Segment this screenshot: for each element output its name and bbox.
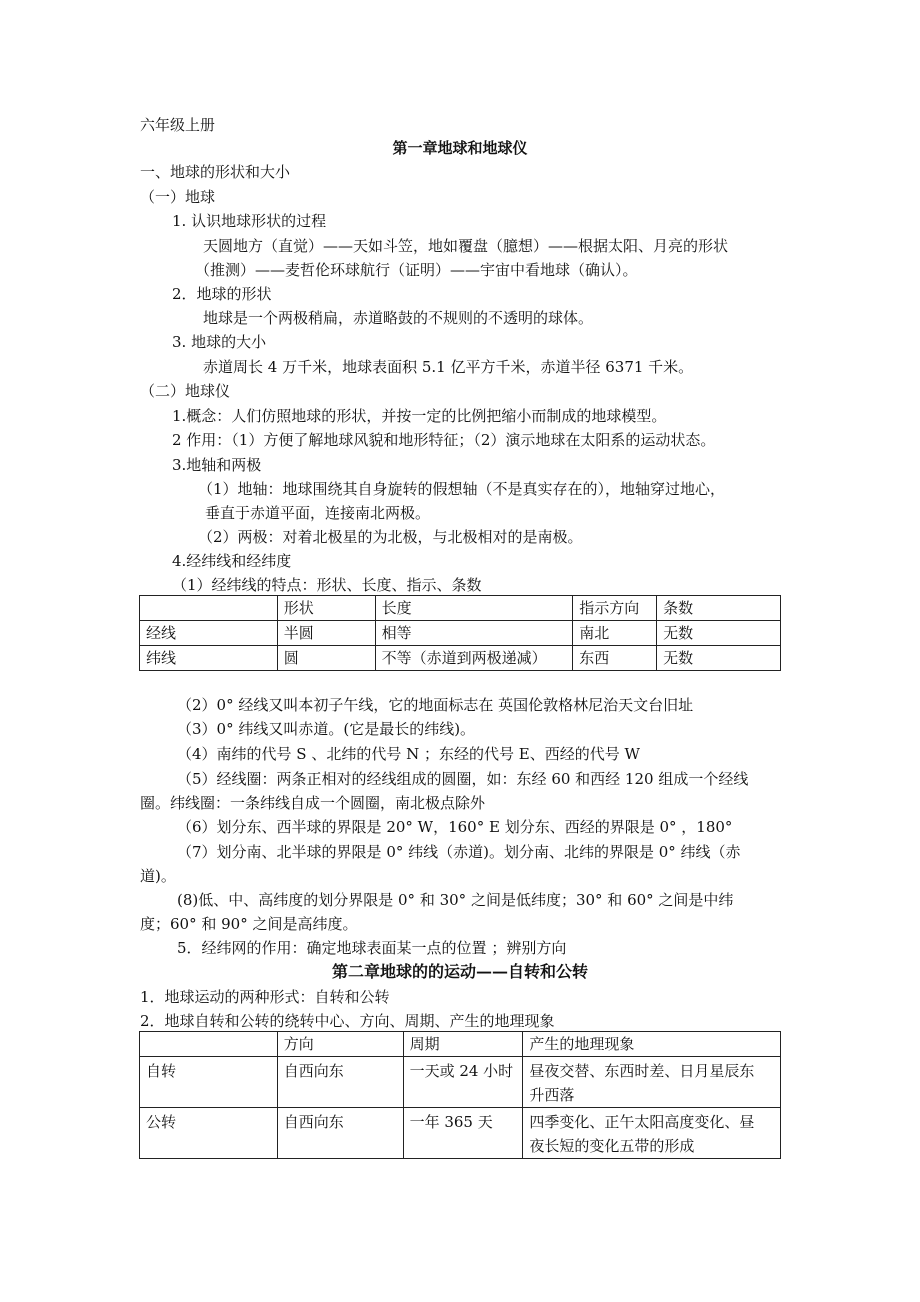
- table-header-cell: [140, 596, 278, 621]
- table-cell: 纬线: [140, 646, 278, 671]
- item2-text: 地球是一个两极稍扁，赤道略鼓的不规则的不透明的球体。: [203, 309, 594, 327]
- table-row: [140, 1057, 781, 1108]
- chapter2-line2: 2．地球自转和公转的绕转中心、方向、周期、产生的地理现象: [140, 1012, 555, 1030]
- note-hemisphere-ew: （6）划分东、西半球的界限是 20° W，160° E 划分东、西经的界限是 0° ，180°: [177, 818, 733, 836]
- table-cell: 一年 365 天: [403, 1108, 523, 1159]
- item1-title: 1. 认识地球形状的过程: [172, 212, 327, 230]
- table-header-cell: 产生的地理现象: [523, 1032, 781, 1057]
- poles-text: （2）两极：对着北极星的为北极，与北极相对的是南极。: [198, 528, 583, 546]
- item5-grid-function: 5．经纬网的作用：确定地球表面某一点的位置 ；辨别方向: [177, 939, 567, 957]
- table-cell: 自转: [140, 1057, 278, 1108]
- note-latitude-zones-line1: (8)低、中、高纬度的划分界限是 0° 和 30° 之间是低纬度；30° 和 60° 之间是中纬: [177, 891, 734, 909]
- table-cell: 南北: [573, 621, 657, 646]
- chapter2-title: 第二章地球的的运动——自转和公转: [331, 962, 588, 981]
- table-cell: 不等（赤道到两极递减）: [375, 646, 573, 671]
- table-row: [140, 646, 781, 671]
- table-cell: 相等: [375, 621, 573, 646]
- latlon-table: [139, 595, 781, 671]
- table-cell: 半圆: [277, 621, 375, 646]
- table-header-cell: [140, 1032, 278, 1057]
- axis-text-line2: 垂直于赤道平面，连接南北两极。: [205, 504, 431, 522]
- table-header-cell: 条数: [657, 596, 781, 621]
- motion-table: [139, 1031, 781, 1159]
- globe-concept: 1.概念：人们仿照地球的形状，并按一定的比例把缩小而制成的地球模型。: [172, 407, 667, 425]
- item1-text-line1: 天圆地方（直觉）——天如斗笠，地如覆盘（臆想）——根据太阳、月亮的形状: [203, 237, 729, 255]
- table-cell: 公转: [140, 1108, 278, 1159]
- axis-text-line1: （1）地轴：地球围绕其自身旋转的假想轴（不是真实存在的），地轴穿过地心，: [198, 480, 726, 498]
- table-cell: 无数: [657, 621, 781, 646]
- axis-title: 3.地轴和两极: [172, 456, 262, 474]
- table-header-cell: 周期: [403, 1032, 523, 1057]
- chapter2-line1: 1．地球运动的两种形式：自转和公转: [140, 988, 390, 1006]
- table-cell: 圆: [277, 646, 375, 671]
- note-equator: （3）0° 纬线又叫赤道。(它是最长的纬线)。: [177, 720, 476, 738]
- table-header-cell: 形状: [277, 596, 375, 621]
- note-latitude-zones-line2: 度；60° 和 90° 之间是高纬度。: [140, 915, 358, 933]
- latlon-title: 4.经纬线和经纬度: [172, 552, 292, 570]
- table-row: [140, 1108, 781, 1159]
- phenomena-line: 夜长短的变化五带的形成: [529, 1137, 695, 1155]
- table-header-row: [140, 1032, 781, 1057]
- chapter1-title: 第一章地球和地球仪: [392, 139, 528, 157]
- table-row: [140, 621, 781, 646]
- table-cell: 经线: [140, 621, 278, 646]
- table-header-cell: 长度: [375, 596, 573, 621]
- note-hemisphere-ns-line1: （7）划分南、北半球的界限是 0° 纬线（赤道)。划分南、北纬的界限是 0° 纬线（赤: [177, 843, 741, 861]
- phenomena-line: 升西落: [529, 1086, 575, 1104]
- table-header-cell: 指示方向: [573, 596, 657, 621]
- section1-title: 一、地球的形状和大小: [140, 163, 291, 181]
- phenomena-line: 昼夜交替、东西时差、日月星辰东: [529, 1062, 755, 1080]
- note-prime-meridian: （2）0° 经线又叫本初子午线，它的地面标志在 英国伦敦格林尼治天文台旧址: [177, 696, 694, 714]
- item3-text: 赤道周长 4 万千米，地球表面积 5.1 亿平方千米，赤道半径 6371 千米。: [203, 358, 694, 376]
- table-header-cell: 方向: [277, 1032, 403, 1057]
- table-cell: [523, 1057, 781, 1108]
- note-codes: （4）南纬的代号 S 、北纬的代号 N ；东经的代号 E、西经的代号 W: [177, 745, 640, 763]
- note-circles-line1: （5）经线圈：两条正相对的经线组成的圆圈，如：东经 60 和西经 120 组成一个经线: [177, 770, 749, 788]
- item2-title: 2．地球的形状: [172, 285, 272, 303]
- table-cell: 自西向东: [277, 1108, 403, 1159]
- table-cell: 无数: [657, 646, 781, 671]
- item3-title: 3. 地球的大小: [172, 333, 267, 351]
- globe-function: 2 作用：（1）方便了解地球风貌和地形特征；（2）演示地球在太阳系的运动状态。: [172, 431, 716, 449]
- table-header-row: [140, 596, 781, 621]
- latlon-subtitle: （1）经纬线的特点：形状、长度、指示、条数: [172, 576, 482, 594]
- table-cell: 自西向东: [277, 1057, 403, 1108]
- grade-title: 六年级上册: [140, 116, 216, 134]
- table-cell: 一天或 24 小时: [403, 1057, 523, 1108]
- note-circles-line2: 圈。纬线圈：一条纬线自成一个圆圈，南北极点除外: [140, 794, 486, 812]
- table-cell: 东西: [573, 646, 657, 671]
- note-hemisphere-ns-line2: 道)。: [140, 867, 176, 885]
- table-cell: [523, 1108, 781, 1159]
- part1-title: （一）地球: [140, 188, 216, 206]
- item1-text-line2: （推测）——麦哲伦环球航行（证明）——宇宙中看地球（确认）。: [195, 261, 638, 279]
- part2-title: （二）地球仪: [140, 382, 231, 400]
- phenomena-line: 四季变化、正午太阳高度变化、昼: [529, 1113, 755, 1131]
